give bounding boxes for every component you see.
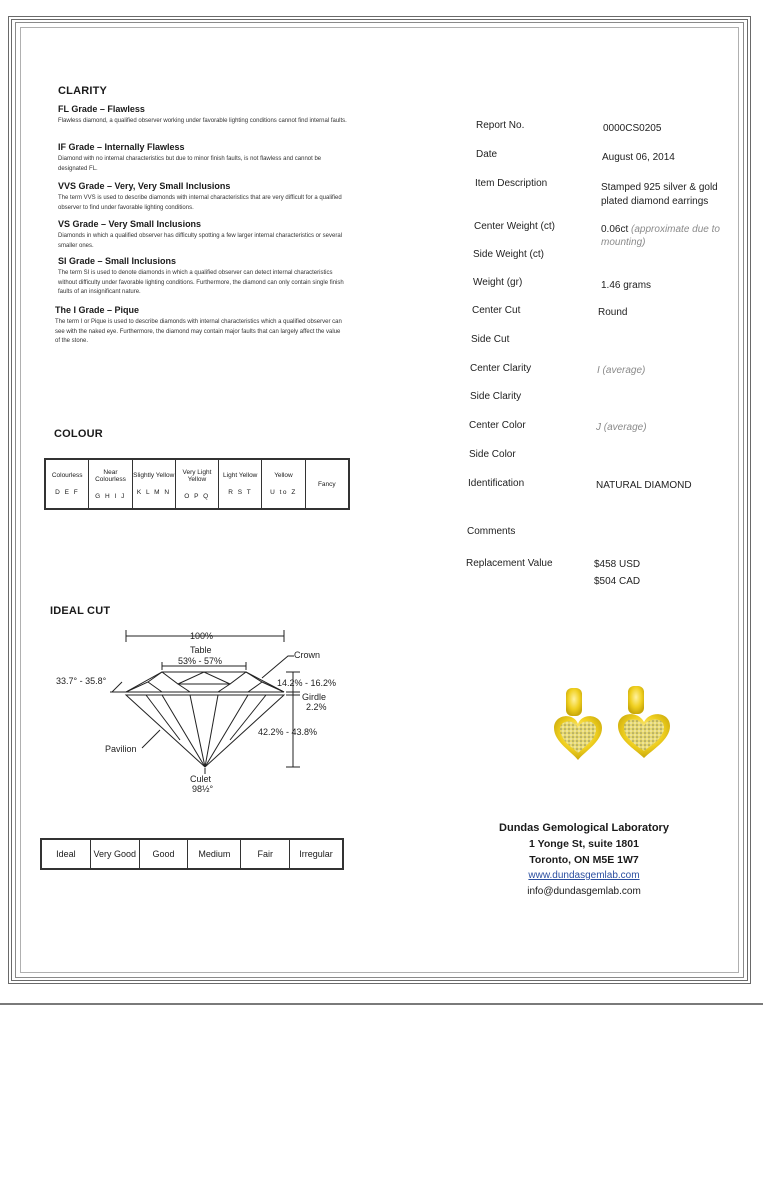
item-description-label: Item Description <box>475 178 548 189</box>
center-weight-amount: 0.06ct <box>601 224 629 235</box>
total-width-label: 100% <box>190 631 214 641</box>
lab-email[interactable]: info@dundasgemlab.com <box>527 886 641 897</box>
diamond-crown-shape <box>126 672 284 692</box>
right-earring-back <box>628 686 644 714</box>
side-clarity-label: Side Clarity <box>470 391 522 402</box>
center-color-value: J (average) <box>596 422 647 433</box>
colour-cell-light-yellow: Light Yellow R S T <box>219 459 262 509</box>
clarity-if-desc: Diamond with no internal characteristics but due to minor finish faults, is not flawless and cannot be designated FL. <box>58 156 322 172</box>
side-color-label: Side Color <box>469 449 516 460</box>
lab-contact-block <box>470 820 698 900</box>
lab-address-line1: 1 Yonge St, suite 1801 <box>529 838 639 850</box>
clarity-vvs-desc: The term VVS is used to describe diamonds with internal characteristics that are very difficult for a qualified observer to find under favorable lighting conditions. <box>58 195 342 211</box>
colour-heading: COLOUR <box>54 428 103 440</box>
left-earring-back <box>566 688 582 716</box>
clarity-i-title: The I Grade – Pique <box>55 305 140 315</box>
report-no-value: 0000CS0205 <box>603 123 662 134</box>
earrings-photo <box>548 680 678 780</box>
clarity-fl-desc: Flawless diamond, a qualified observer working under favorable lighting conditions cannot find internal faults. <box>58 118 347 124</box>
weight-gr-value: 1.46 grams <box>601 280 652 291</box>
culet-label: Culet <box>190 774 212 784</box>
crown-label: Crown <box>294 650 321 660</box>
date-label: Date <box>476 149 498 160</box>
diamond-proportions-diagram <box>50 622 350 802</box>
cut-grade-good: Good <box>139 839 188 869</box>
replacement-value-usd: $458 USD <box>594 559 641 570</box>
identification-label: Identification <box>468 478 525 489</box>
lab-address-line2: Toronto, ON M5E 1W7 <box>529 854 639 866</box>
center-cut-label: Center Cut <box>472 305 521 316</box>
table-range-label: 53% - 57% <box>178 656 223 666</box>
girdle-value: 2.2% <box>306 702 327 712</box>
page-divider <box>0 1003 763 1005</box>
clarity-vs-title: VS Grade – Very Small Inclusions <box>58 219 202 229</box>
cut-grade-irregular: Irregular <box>290 839 343 869</box>
girdle-label: Girdle <box>302 692 327 702</box>
clarity-vvs-title: VVS Grade – Very, Very Small Inclusions <box>58 181 231 191</box>
identification-value: NATURAL DIAMOND <box>596 480 692 491</box>
center-weight-note: (approximate due to mounting) <box>601 224 720 248</box>
center-weight-label: Center Weight (ct) <box>474 221 555 232</box>
table-label: Table <box>190 645 212 655</box>
cut-grade-medium: Medium <box>188 839 241 869</box>
colour-cell-colourless: Colourless D E F <box>45 459 89 509</box>
clarity-i-desc: The term I or Pique is used to describe diamonds with internal characteristics which a qualified observer can see with the naked eye. Furthermore, the diamond may contain major faults that can largely affect the value of the stone. <box>55 319 342 344</box>
colour-cell-fancy: Fancy <box>305 459 349 509</box>
item-description-value: Stamped 925 silver & gold plated diamond earrings <box>601 182 718 207</box>
cut-grade-fair: Fair <box>241 839 290 869</box>
replacement-value-label: Replacement Value <box>466 558 553 569</box>
colour-scale-table <box>44 458 350 510</box>
lab-name: Dundas Gemological Laboratory <box>499 822 669 834</box>
colour-cell-slightly-yellow: Slightly Yellow K L M N <box>132 459 175 509</box>
crown-height-label: 14.2% - 16.2% <box>277 678 337 688</box>
pavilion-depth-label: 42.2% - 43.8% <box>258 727 318 737</box>
center-cut-value: Round <box>598 307 628 318</box>
cut-grade-very-good: Very Good <box>90 839 139 869</box>
crown-angle-label: 33.7° - 35.8° <box>56 676 107 686</box>
cut-grade-ideal: Ideal <box>41 839 90 869</box>
date-value: August 06, 2014 <box>602 152 675 163</box>
center-color-label: Center Color <box>469 420 526 431</box>
center-weight-value <box>601 223 749 249</box>
colour-cell-very-light-yellow: Very Light Yellow O P Q <box>175 459 218 509</box>
pavilion-label: Pavilion <box>105 744 137 754</box>
side-cut-label: Side Cut <box>471 334 510 345</box>
colour-cell-yellow: Yellow U to Z <box>262 459 305 509</box>
center-clarity-value: I (average) <box>597 365 646 376</box>
cut-grade-table <box>40 838 344 870</box>
ideal-cut-heading: IDEAL CUT <box>50 605 111 617</box>
report-no-label: Report No. <box>476 120 525 131</box>
lab-website-link[interactable]: www.dundasgemlab.com <box>528 870 640 881</box>
culet-value: 98½° <box>192 784 214 794</box>
colour-cell-near-colourless: Near Colourless G H I J <box>89 459 132 509</box>
clarity-vs-desc: Diamonds in which a qualified observer has difficulty spotting a few larger internal characteristics or several smaller ones. <box>58 233 343 249</box>
clarity-si-desc: The term SI is used to denote diamonds in which a qualified observer can detect internal characteristics without difficulty under favorable lighting conditions. Furthermore, the diamond can only contain single finish faults of an insignificant nature. <box>58 270 344 295</box>
replacement-value-cad: $504 CAD <box>594 576 641 587</box>
clarity-fl-title: FL Grade – Flawless <box>58 104 145 114</box>
side-weight-label: Side Weight (ct) <box>473 249 544 260</box>
comments-label: Comments <box>467 526 516 537</box>
weight-gr-label: Weight (gr) <box>473 277 523 288</box>
clarity-if-title: IF Grade – Internally Flawless <box>58 142 185 152</box>
clarity-si-title: SI Grade – Small Inclusions <box>58 256 177 266</box>
center-clarity-label: Center Clarity <box>470 363 532 374</box>
clarity-heading: CLARITY <box>58 85 108 97</box>
